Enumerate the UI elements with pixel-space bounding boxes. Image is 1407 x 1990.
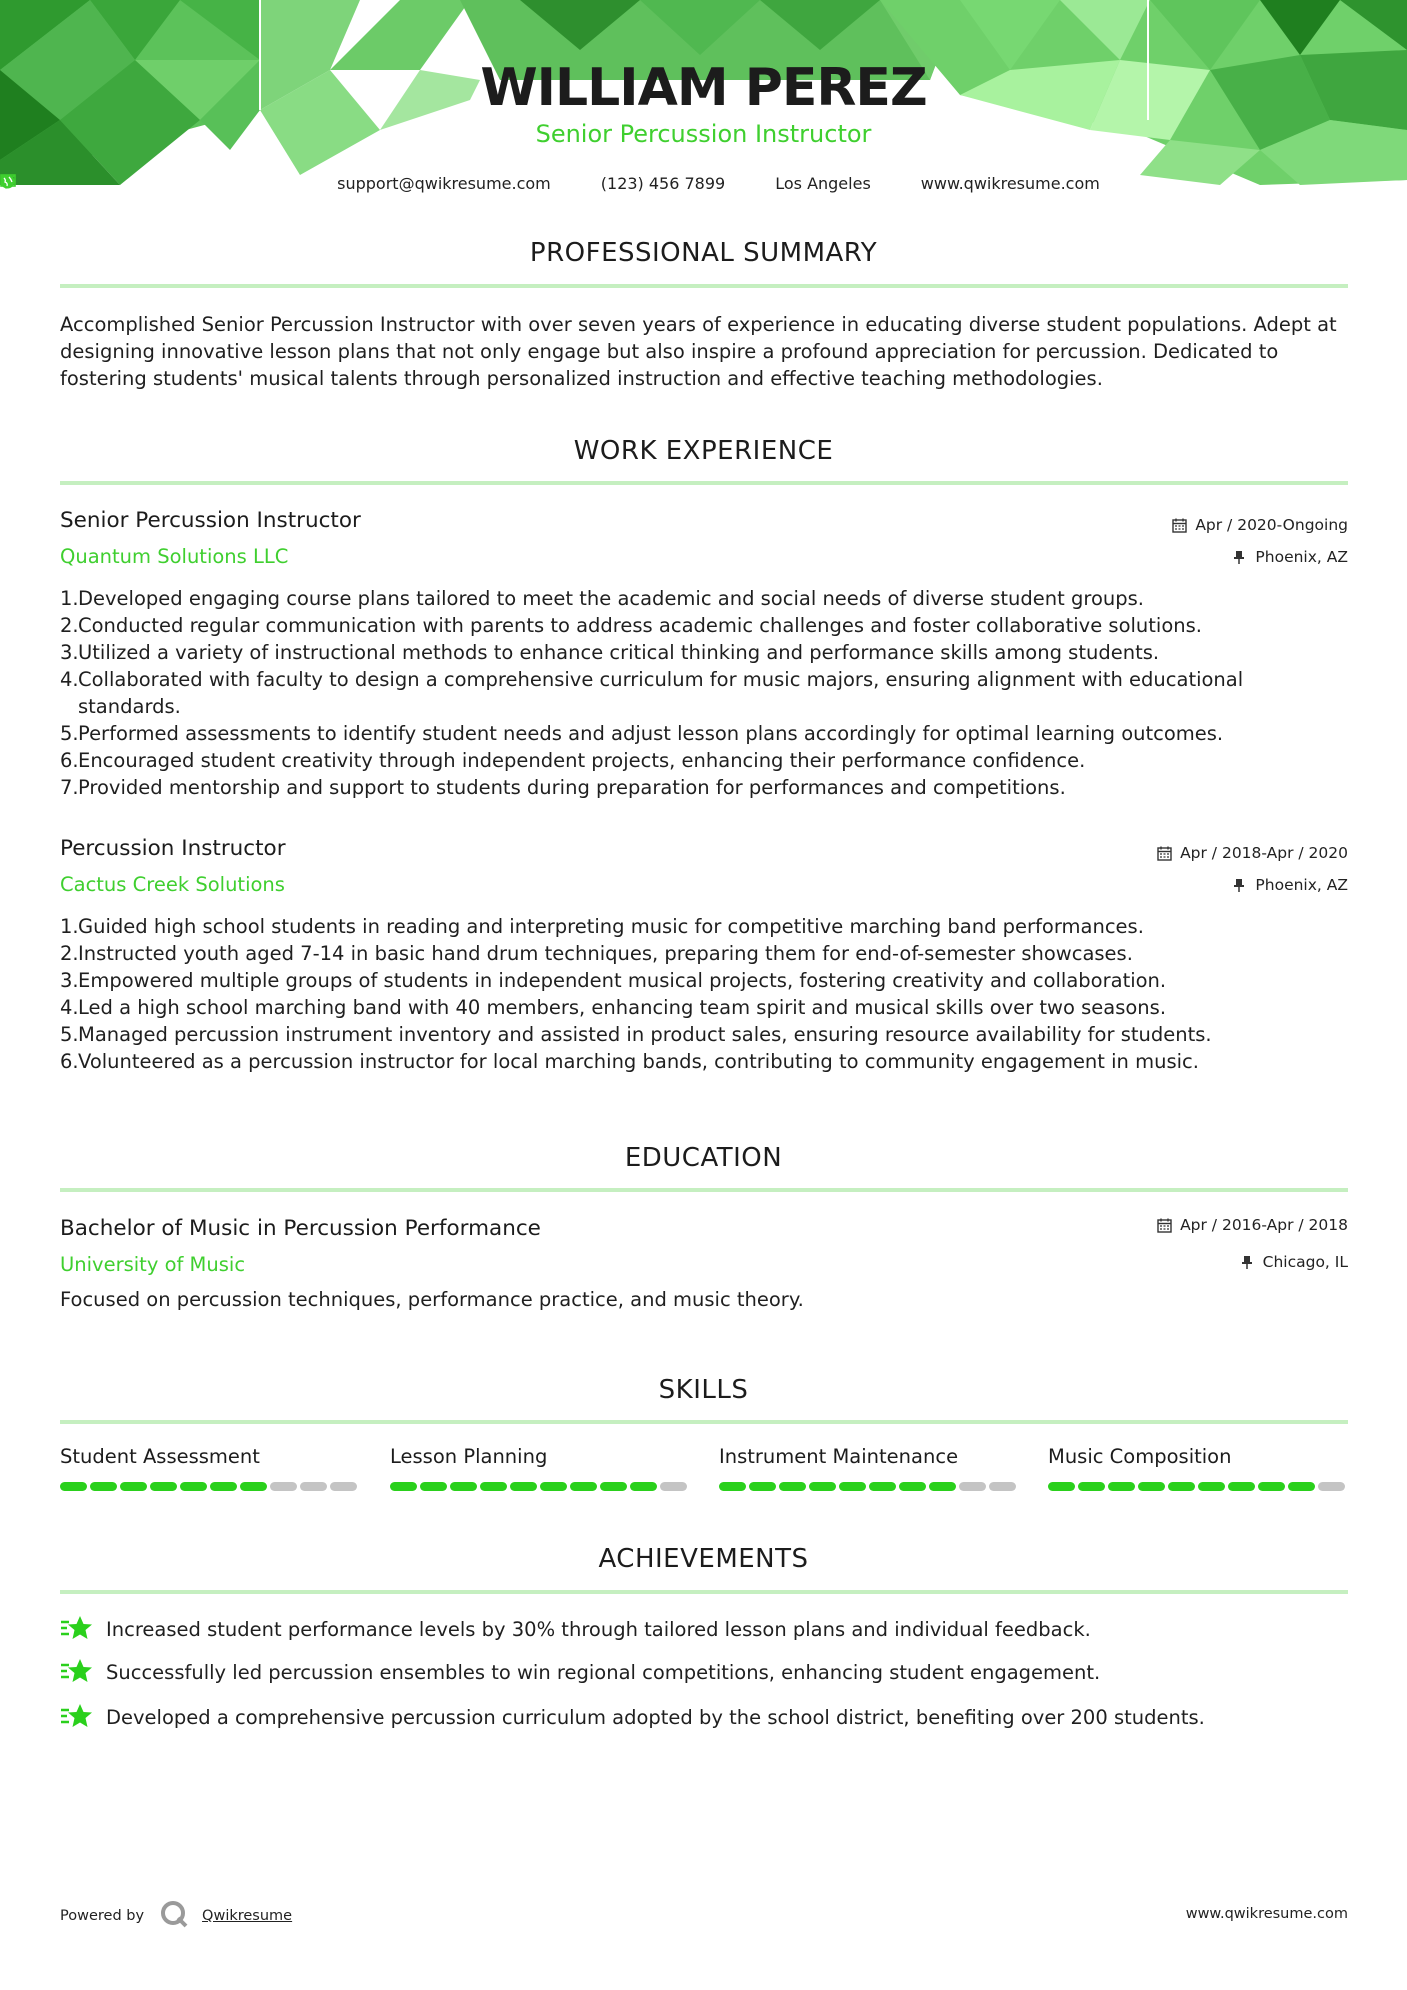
education-dates bbox=[1156, 1216, 1348, 1234]
star-achievement-icon bbox=[60, 1657, 94, 1687]
job-title: Senior Percussion Instructor bbox=[60, 508, 361, 533]
skill-level-segment bbox=[989, 1482, 1016, 1491]
skill-level-segment bbox=[1078, 1482, 1105, 1491]
phone-icon bbox=[571, 176, 587, 192]
list-item-text: Guided high school students in reading and interpreting music for competitive marching band performances. bbox=[78, 915, 1144, 938]
job-dates bbox=[1156, 844, 1348, 862]
contact-location bbox=[745, 174, 871, 193]
candidate-name: WILLIAM PEREZ bbox=[480, 58, 927, 118]
list-number: 6. bbox=[60, 749, 79, 772]
skill-level-segment bbox=[719, 1482, 746, 1491]
skill-level-segment bbox=[1228, 1482, 1255, 1491]
skill-level-bar bbox=[1048, 1482, 1348, 1491]
list-item bbox=[60, 774, 1350, 801]
skill-name: Lesson Planning bbox=[390, 1445, 548, 1468]
pin-icon bbox=[1239, 1254, 1255, 1270]
job-dates-text: Apr / 2018-Apr / 2020 bbox=[1180, 844, 1348, 862]
header-banner bbox=[0, 0, 1407, 200]
skill-level-segment bbox=[540, 1482, 567, 1491]
education-location bbox=[1239, 1253, 1348, 1271]
section-divider bbox=[60, 284, 1348, 288]
list-number: 5. bbox=[60, 722, 79, 745]
achievement-text: Developed a comprehensive percussion curriculum adopted by the school district, benefiting over 200 students. bbox=[106, 1705, 1205, 1729]
summary-text: Accomplished Senior Percussion Instructor with over seven years of experience in educating diverse student populations. Adept at designing innovative lesson plans that not only engage but also inspire a profound appreciation for percussion. Dedicated to fostering students' musical talents through personalized instruction and effective teaching methodologies. bbox=[60, 313, 1337, 390]
job-bullets bbox=[60, 585, 1350, 801]
skill-level-segment bbox=[809, 1482, 836, 1491]
skill-level-segment bbox=[630, 1482, 657, 1491]
pin-icon bbox=[1231, 877, 1247, 893]
list-number: 6. bbox=[60, 1050, 79, 1073]
skill-level-segment bbox=[150, 1482, 177, 1491]
list-number: 2. bbox=[60, 614, 79, 637]
contact-email[interactable] bbox=[307, 174, 551, 193]
skill-level-segment bbox=[450, 1482, 477, 1491]
skill-level-segment bbox=[510, 1482, 537, 1491]
skill-item bbox=[719, 1445, 1019, 1491]
skill-level-segment bbox=[600, 1482, 627, 1491]
job-location-text: Phoenix, AZ bbox=[1255, 876, 1348, 894]
skill-level-segment bbox=[330, 1482, 357, 1491]
job-company: Cactus Creek Solutions bbox=[60, 873, 285, 896]
skill-level-bar bbox=[60, 1482, 360, 1491]
skill-level-segment bbox=[1198, 1482, 1225, 1491]
achievement-item bbox=[60, 1702, 1205, 1732]
job-company: Quantum Solutions LLC bbox=[60, 545, 289, 568]
globe-icon bbox=[891, 176, 907, 192]
education-heading: EDUCATION bbox=[624, 1143, 783, 1173]
footer-powered-by bbox=[60, 1900, 292, 1932]
list-item bbox=[60, 940, 1350, 967]
list-item bbox=[60, 994, 1350, 1021]
section-divider bbox=[60, 1590, 1348, 1594]
contact-website[interactable] bbox=[891, 174, 1100, 193]
list-item-text: Provided mentorship and support to students during preparation for performances and competitions. bbox=[78, 776, 1066, 799]
list-item bbox=[60, 747, 1350, 774]
envelope-icon bbox=[307, 176, 323, 192]
email-text: support@qwikresume.com bbox=[337, 174, 551, 193]
skill-item bbox=[390, 1445, 690, 1491]
list-item-text: Utilized a variety of instructional methods to enhance critical thinking and performance skills among students. bbox=[78, 641, 1160, 664]
job-dates-text: Apr / 2020-Ongoing bbox=[1195, 516, 1348, 534]
skill-level-segment bbox=[899, 1482, 926, 1491]
contact-phone[interactable] bbox=[571, 174, 725, 193]
skill-level-segment bbox=[1138, 1482, 1165, 1491]
list-item-text: Volunteered as a percussion instructor for local marching bands, contributing to community engagement in music. bbox=[78, 1050, 1199, 1073]
skill-level-segment bbox=[929, 1482, 956, 1491]
list-item-text: Collaborated with faculty to design a comprehensive curriculum for music majors, ensuring alignment with educational standards. bbox=[78, 668, 1244, 718]
star-achievement-icon bbox=[60, 1702, 94, 1732]
list-item bbox=[60, 913, 1350, 940]
list-item bbox=[60, 585, 1350, 612]
map-marker-icon bbox=[745, 176, 761, 192]
skill-level-segment bbox=[1318, 1482, 1345, 1491]
job-dates bbox=[1171, 516, 1348, 534]
education-dates-text: Apr / 2016-Apr / 2018 bbox=[1180, 1216, 1348, 1234]
skill-level-segment bbox=[390, 1482, 417, 1491]
skill-level-segment bbox=[959, 1482, 986, 1491]
skill-name: Student Assessment bbox=[60, 1445, 260, 1468]
skill-level-segment bbox=[779, 1482, 806, 1491]
skill-level-segment bbox=[1048, 1482, 1075, 1491]
phone-text: (123) 456 7899 bbox=[600, 174, 726, 193]
skill-level-segment bbox=[839, 1482, 866, 1491]
skill-level-bar bbox=[390, 1482, 690, 1491]
list-number: 4. bbox=[60, 996, 79, 1019]
list-number: 3. bbox=[60, 969, 79, 992]
skill-level-segment bbox=[120, 1482, 147, 1491]
school-name: University of Music bbox=[60, 1253, 246, 1276]
calendar-icon bbox=[1156, 1217, 1172, 1233]
contact-bar bbox=[0, 174, 1407, 193]
pin-icon bbox=[1231, 549, 1247, 565]
experience-heading: WORK EXPERIENCE bbox=[573, 436, 834, 466]
skill-level-bar bbox=[719, 1482, 1019, 1491]
skill-level-segment bbox=[1288, 1482, 1315, 1491]
skill-level-segment bbox=[210, 1482, 237, 1491]
job-location bbox=[1231, 876, 1348, 894]
star-achievement-icon bbox=[60, 1614, 94, 1644]
calendar-icon bbox=[1171, 517, 1187, 533]
list-item bbox=[60, 1021, 1350, 1048]
candidate-title: Senior Percussion Instructor bbox=[535, 120, 872, 148]
list-item bbox=[60, 639, 1350, 666]
list-item-text: Performed assessments to identify student needs and adjust lesson plans accordingly for optimal learning outcomes. bbox=[78, 722, 1224, 745]
skill-level-segment bbox=[869, 1482, 896, 1491]
section-divider bbox=[60, 481, 1348, 485]
list-item bbox=[60, 1048, 1350, 1075]
skill-level-segment bbox=[270, 1482, 297, 1491]
skill-level-segment bbox=[480, 1482, 507, 1491]
skill-name: Music Composition bbox=[1048, 1445, 1232, 1468]
education-description: Focused on percussion techniques, performance practice, and music theory. bbox=[60, 1288, 804, 1311]
skills-heading: SKILLS bbox=[658, 1375, 749, 1405]
calendar-icon bbox=[1156, 845, 1172, 861]
job-bullets bbox=[60, 913, 1350, 1075]
achievement-text: Successfully led percussion ensembles to win regional competitions, enhancing student engagement. bbox=[106, 1660, 1101, 1684]
achievement-text: Increased student performance levels by 30% through tailored lesson plans and individual feedback. bbox=[106, 1617, 1091, 1641]
skill-level-segment bbox=[60, 1482, 87, 1491]
list-item-text: Conducted regular communication with parents to address academic challenges and foster collaborative solutions. bbox=[78, 614, 1202, 637]
job-title: Percussion Instructor bbox=[60, 836, 286, 861]
skill-level-segment bbox=[1108, 1482, 1135, 1491]
qwikresume-link[interactable]: Qwikresume bbox=[202, 1908, 293, 1924]
list-number: 5. bbox=[60, 1023, 79, 1046]
job-location-text: Phoenix, AZ bbox=[1255, 548, 1348, 566]
section-divider bbox=[60, 1188, 1348, 1192]
skill-level-segment bbox=[570, 1482, 597, 1491]
powered-by-label: Powered by bbox=[60, 1908, 145, 1924]
skill-item bbox=[1048, 1445, 1348, 1491]
education-location-text: Chicago, IL bbox=[1262, 1253, 1348, 1271]
skill-item bbox=[60, 1445, 360, 1491]
section-divider bbox=[60, 1420, 1348, 1424]
list-number: 2. bbox=[60, 942, 79, 965]
list-number: 1. bbox=[60, 587, 79, 610]
list-number: 4. bbox=[60, 668, 79, 691]
list-number: 1. bbox=[60, 915, 79, 938]
achievements-heading: ACHIEVEMENTS bbox=[598, 1544, 809, 1574]
achievement-item bbox=[60, 1614, 1091, 1644]
list-item bbox=[60, 967, 1350, 994]
list-number: 3. bbox=[60, 641, 79, 664]
qwikresume-logo-icon bbox=[160, 1900, 188, 1932]
list-item bbox=[60, 612, 1350, 639]
list-item-text: Encouraged student creativity through independent projects, enhancing their performance confidence. bbox=[78, 749, 1086, 772]
list-item bbox=[60, 720, 1350, 747]
list-item-text: Led a high school marching band with 40 members, enhancing team spirit and musical skills over two seasons. bbox=[78, 996, 1167, 1019]
skill-level-segment bbox=[749, 1482, 776, 1491]
website-text: www.qwikresume.com bbox=[920, 174, 1100, 193]
skill-name: Instrument Maintenance bbox=[719, 1445, 959, 1468]
skill-level-segment bbox=[1168, 1482, 1195, 1491]
list-number: 7. bbox=[60, 776, 79, 799]
job-location bbox=[1231, 548, 1348, 566]
skill-level-segment bbox=[420, 1482, 447, 1491]
skill-level-segment bbox=[660, 1482, 687, 1491]
skill-level-segment bbox=[240, 1482, 267, 1491]
list-item-text: Developed engaging course plans tailored to meet the academic and social needs of diverse student groups. bbox=[78, 587, 1144, 610]
list-item-text: Managed percussion instrument inventory and assisted in product sales, ensuring resource availability for students. bbox=[78, 1023, 1212, 1046]
location-text: Los Angeles bbox=[775, 174, 871, 193]
skill-level-segment bbox=[300, 1482, 327, 1491]
summary-heading: PROFESSIONAL SUMMARY bbox=[529, 238, 878, 268]
skill-level-segment bbox=[1258, 1482, 1285, 1491]
list-item-text: Empowered multiple groups of students in independent musical projects, fostering creativity and collaboration. bbox=[78, 969, 1167, 992]
skill-level-segment bbox=[180, 1482, 207, 1491]
skill-level-segment bbox=[90, 1482, 117, 1491]
footer-website[interactable]: www.qwikresume.com bbox=[1185, 1906, 1348, 1922]
list-item bbox=[60, 666, 1350, 720]
achievement-item bbox=[60, 1657, 1100, 1687]
degree-title: Bachelor of Music in Percussion Performance bbox=[60, 1216, 541, 1241]
list-item-text: Instructed youth aged 7-14 in basic hand drum techniques, preparing them for end-of-semester showcases. bbox=[78, 942, 1133, 965]
